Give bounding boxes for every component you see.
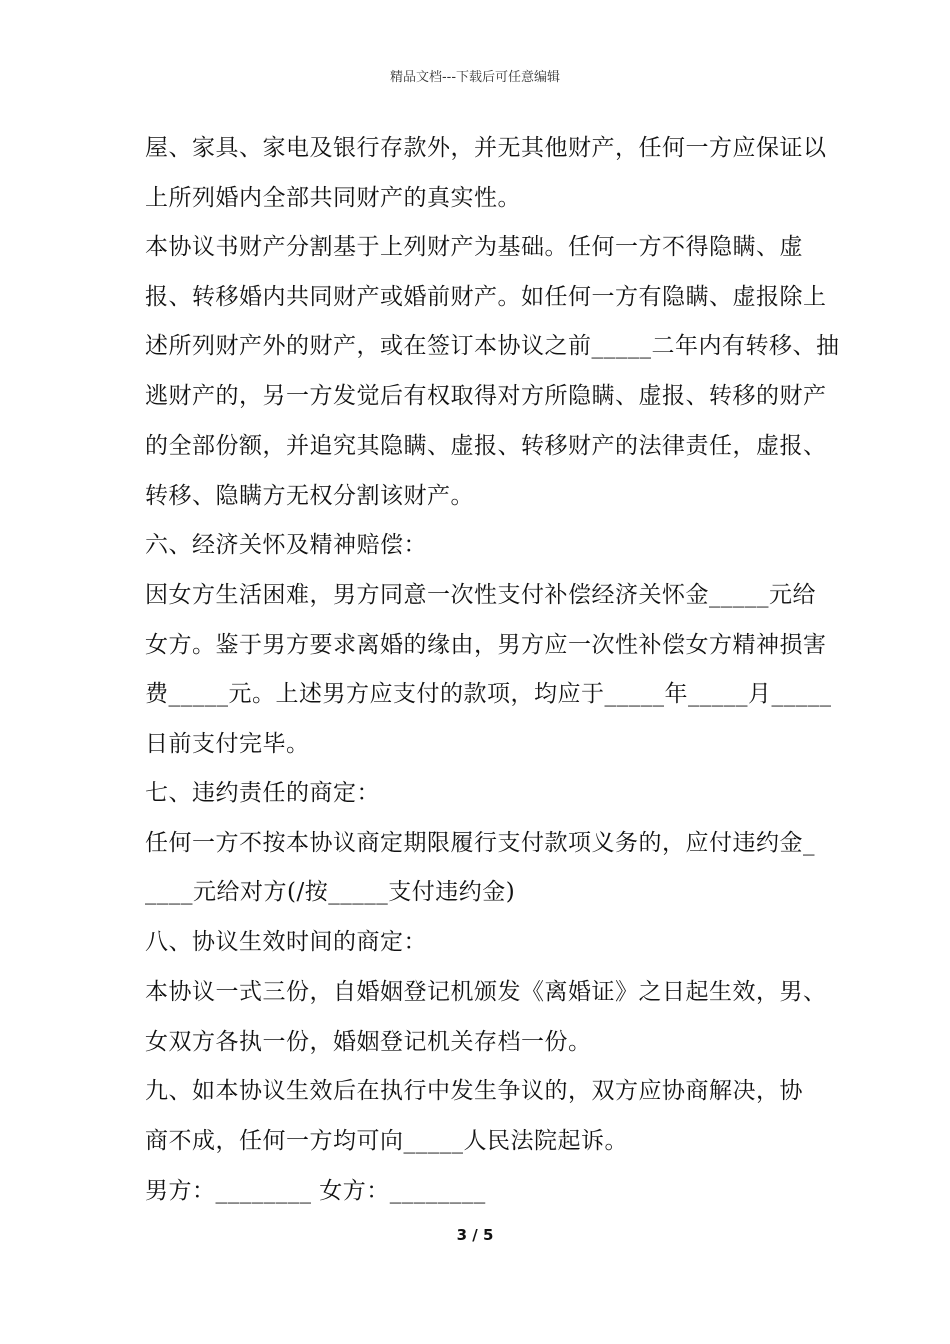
body-line: 日前支付完毕。 xyxy=(145,731,310,757)
body-line: 因女方生活困难，男方同意一次性支付补偿经济关怀金_____元给 xyxy=(145,582,816,608)
body-line: 转移、隐瞒方无权分割该财产。 xyxy=(145,483,474,509)
section-heading: 六、经济关怀及精神赔偿： xyxy=(145,532,427,558)
body-line: 九、如本协议生效后在执行中发生争议的，双方应协商解决，协 xyxy=(145,1078,803,1104)
body-line: 任何一方不按本协议商定期限履行支付款项义务的，应付违约金_ xyxy=(145,830,815,856)
body-line: 的全部份额，并追究其隐瞒、虚报、转移财产的法律责任，虚报、 xyxy=(145,433,827,459)
body-line: 上所列婚内全部共同财产的真实性。 xyxy=(145,185,521,211)
body-line: 女方。鉴于男方要求离婚的缘由，男方应一次性补偿女方精神损害 xyxy=(145,632,827,658)
body-line: ____元给对方(/按_____支付违约金) xyxy=(145,879,516,905)
page-number: 3 / 5 xyxy=(456,1226,494,1244)
body-line: 述所列财产外的财产，或在签订本协议之前_____二年内有转移、抽 xyxy=(145,333,840,359)
section-heading: 七、违约责任的商定： xyxy=(145,780,380,806)
section-heading: 八、协议生效时间的商定： xyxy=(145,929,427,955)
body-line: 报、转移婚内共同财产或婚前财产。如任何一方有隐瞒、虚报除上 xyxy=(145,284,827,310)
page-header: 精品文档---下载后可任意编辑 xyxy=(389,70,561,85)
body-line: 费_____元。上述男方应支付的款项，均应于_____年_____月_____ xyxy=(145,681,832,707)
signature-line: 男方：________ 女方：________ xyxy=(145,1178,486,1204)
body-line: 女双方各执一份，婚姻登记机关存档一份。 xyxy=(145,1029,592,1055)
body-line: 商不成，任何一方均可向_____人民法院起诉。 xyxy=(145,1128,628,1154)
body-line: 屋、家具、家电及银行存款外，并无其他财产，任何一方应保证以 xyxy=(145,135,827,161)
body-line: 本协议书财产分割基于上列财产为基础。任何一方不得隐瞒、虚 xyxy=(145,234,803,260)
body-line: 本协议一式三份，自婚姻登记机颁发《离婚证》之日起生效，男、 xyxy=(145,979,827,1005)
body-line: 逃财产的，另一方发觉后有权取得对方所隐瞒、虚报、转移的财产 xyxy=(145,383,827,409)
